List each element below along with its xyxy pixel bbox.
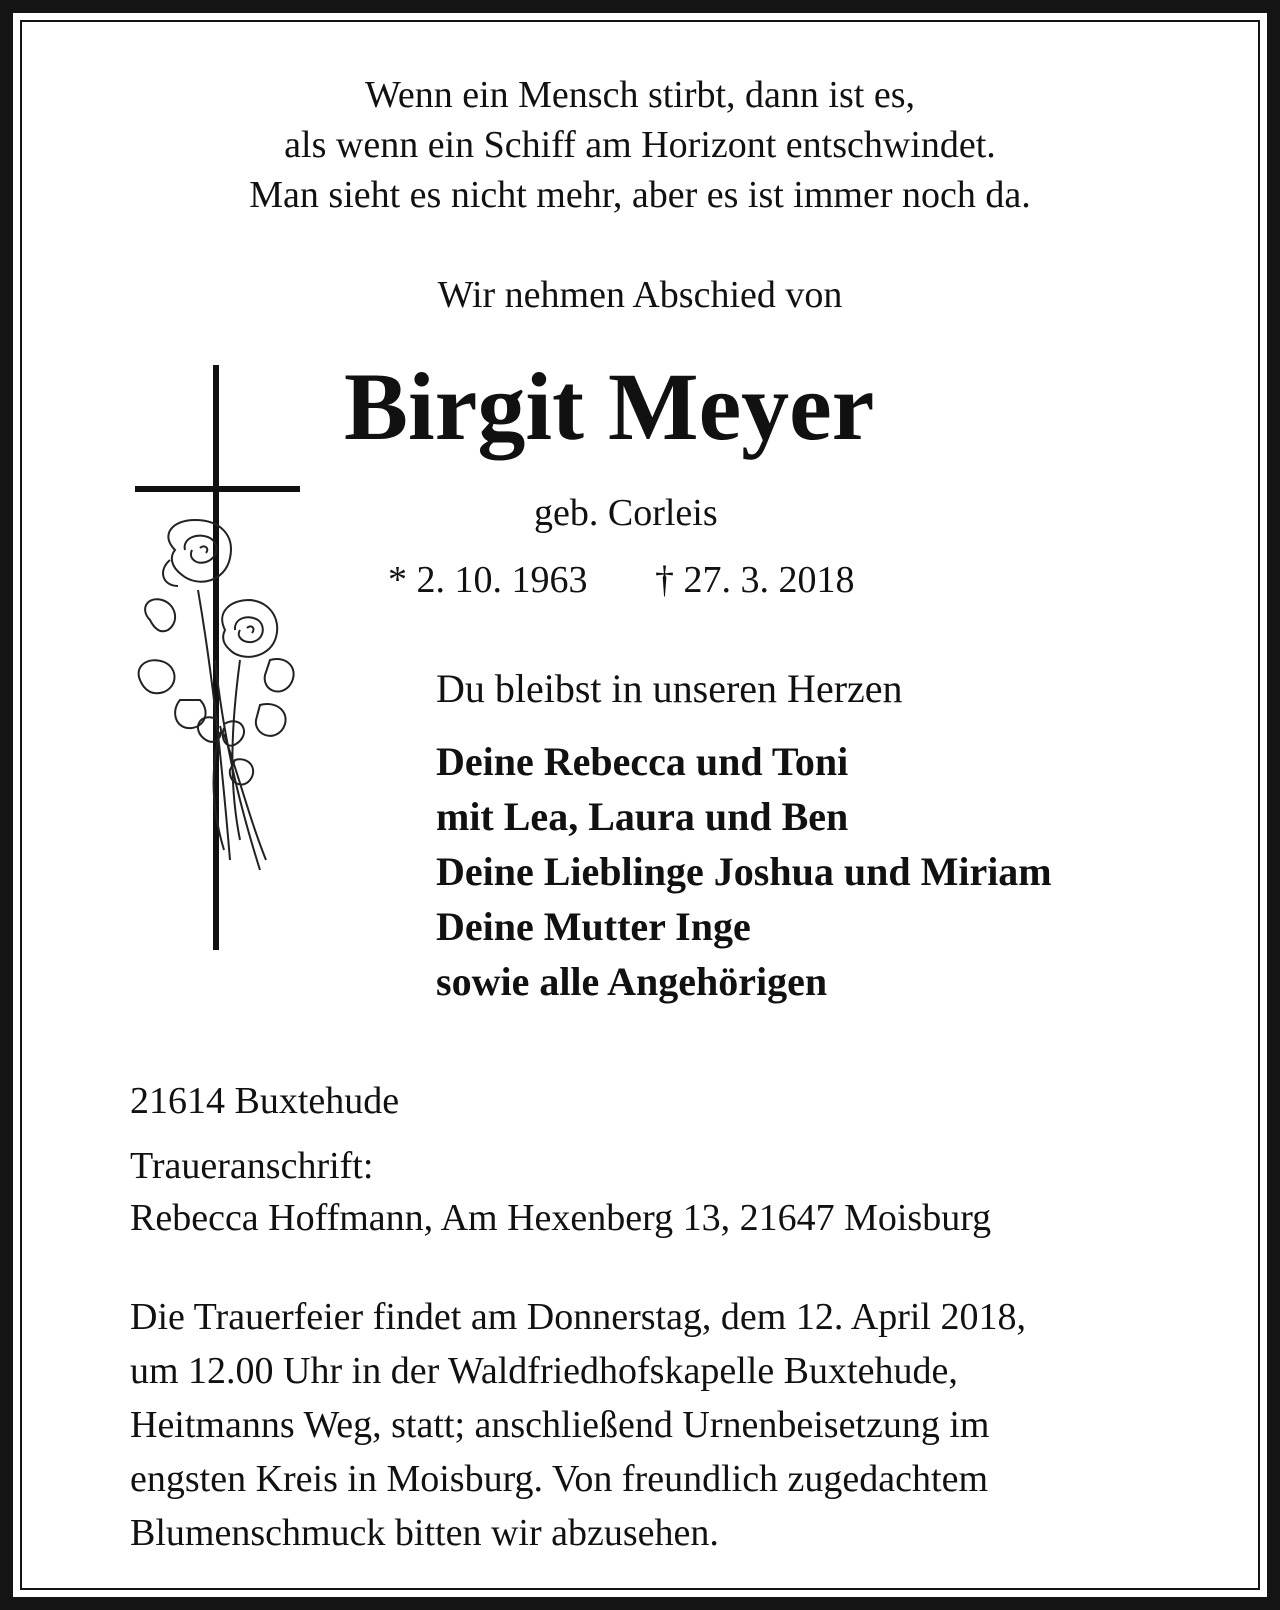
address-line: Rebecca Hoffmann, Am Hexenberg 13, 21647 Moisburg [130,1197,992,1239]
poem-line: als wenn ein Schiff am Horizont entschwindet. [284,124,996,166]
death-date: † 27. 3. 2018 [655,559,855,601]
maiden-name: geb. Corleis [534,492,718,534]
mourner-line: Deine Rebecca und Toni [436,739,849,784]
cross-icon [120,360,320,960]
birth-date: * 2. 10. 1963 [388,559,588,601]
poem-line: Man sieht es nicht mehr, aber es ist immer noch da. [249,174,1031,216]
place-of-residence: 21614 Buxtehude [130,1080,400,1122]
ceremony-line: Heitmanns Weg, statt; anschließend Urnenbeisetzung im [130,1404,990,1446]
poem [0,70,1280,220]
ceremony-line: engsten Kreis in Moisburg. Von freundlich zugedachtem [130,1458,989,1500]
address-label: Traueranschrift: [130,1145,374,1187]
mourner-line: sowie alle Angehörigen [436,959,828,1004]
ceremony-line: Blumenschmuck bitten wir abzusehen. [130,1512,719,1554]
deceased-name: Birgit Meyer [344,353,875,460]
farewell-text: Du bleibst in unseren Herzen [436,666,903,711]
mourner-line: mit Lea, Laura und Ben [436,794,849,839]
ceremony-line: um 12.00 Uhr in der Waldfriedhofskapelle Buxtehude, [130,1350,958,1392]
mourning-address [130,1140,991,1244]
ceremony-line: Die Trauerfeier findet am Donnerstag, dem 12. April 2018, [130,1296,1026,1338]
mourner-line: Deine Mutter Inge [436,904,751,949]
mourner-line: Deine Lieblinge Joshua und Miriam [436,849,1052,894]
intro-text: Wir nehmen Abschied von [437,274,843,316]
mourners-list [436,734,1052,1009]
poem-line: Wenn ein Mensch stirbt, dann ist es, [365,74,915,116]
ceremony-details [130,1290,1026,1560]
